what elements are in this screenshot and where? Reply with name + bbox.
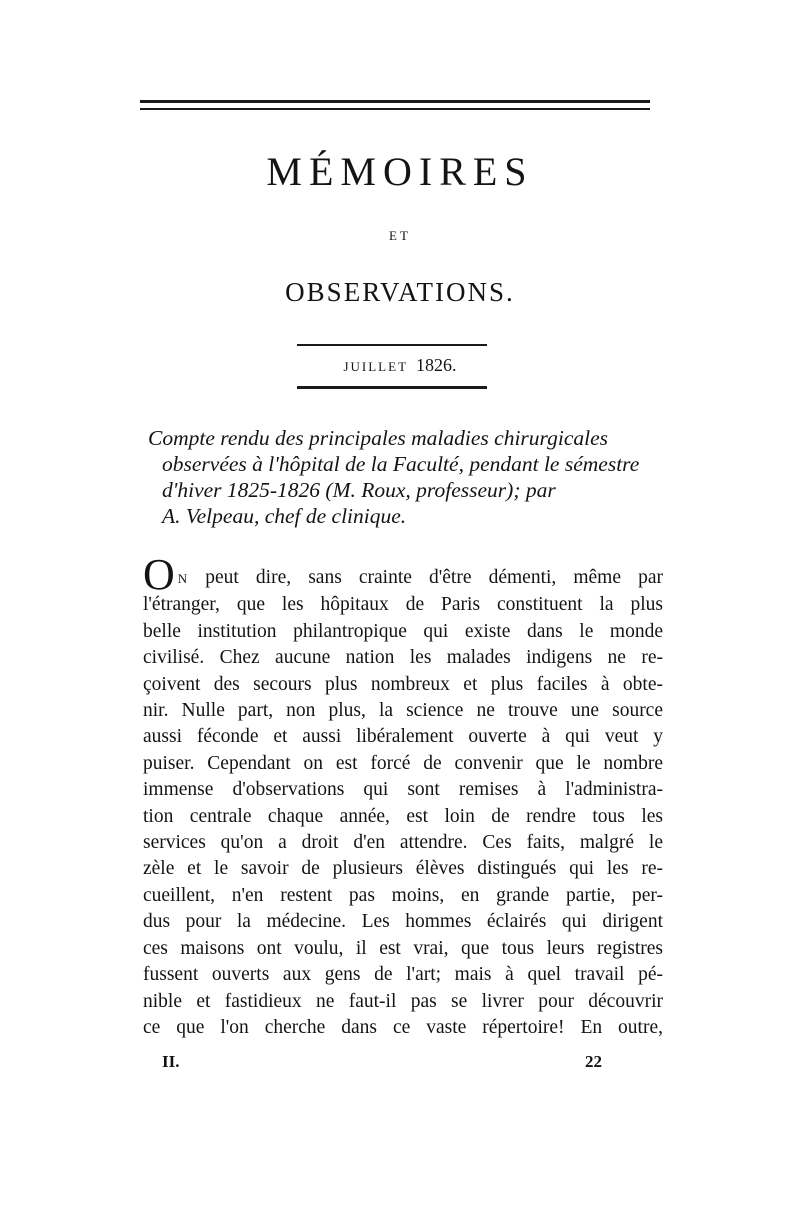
- body-line: l'étranger, que les hôpitaux de Paris constituent la plus: [143, 594, 663, 616]
- body-line: services qu'on a droit d'en attendre. Ces faits, malgré le: [143, 832, 663, 854]
- article-title-line: A. Velpeau, chef de clinique.: [162, 504, 407, 528]
- body-line: belle institution philantropique qui existe dans le monde: [143, 620, 663, 642]
- body-line: zèle et le savoir de plusieurs élèves distingués qui les re-: [143, 858, 663, 880]
- page-number: 22: [585, 1052, 602, 1071]
- article-body: [143, 550, 663, 1041]
- body-line: nir. Nulle part, non plus, la science ne trouve une source: [143, 700, 663, 722]
- date-rule-top: [297, 344, 487, 346]
- article-title-line: d'hiver 1825-1826 (M. Roux, professeur); par: [162, 478, 556, 502]
- body-line: ces maisons ont voulu, il est vrai, que tous leurs registres: [143, 937, 663, 959]
- body-line: puiser. Cependant on est forcé de convenir que le nombre: [143, 752, 663, 774]
- top-rule-thin: [140, 108, 650, 110]
- drop-cap: O: [143, 550, 175, 599]
- body-line: fussent ouverts aux gens de l'art; mais à quel travail pé-: [143, 964, 663, 986]
- issue-month: JUILLET: [343, 359, 409, 374]
- body-line: immense d'observations qui sont remises à l'administra-: [143, 779, 663, 801]
- issue-date: [0, 355, 800, 376]
- body-line: tion centrale chaque année, est loin de rendre tous les: [143, 805, 663, 827]
- body-line: civilisé. Chez aucune nation les malades indigens ne re-: [143, 647, 663, 669]
- volume-signature: II.: [162, 1052, 180, 1071]
- body-line: dus pour la médecine. Les hommes éclairés qui dirigent: [143, 911, 663, 933]
- article-title-line: Compte rendu des principales maladies chirurgicales: [148, 426, 609, 450]
- body-line: çoivent des secours plus nombreux et plus faciles à obte-: [143, 673, 663, 695]
- heading-conjunction: ET: [389, 228, 411, 243]
- section-heading: MÉMOIRES: [266, 149, 534, 194]
- body-line: cueillent, n'en restent pas moins, en grande partie, per-: [143, 884, 663, 906]
- body-line: aussi féconde et aussi libéralement ouverte à qui veut y: [143, 726, 663, 748]
- section-subheading: OBSERVATIONS.: [285, 277, 515, 307]
- date-rule-bottom: [297, 386, 487, 389]
- issue-year: 1826.: [416, 355, 457, 375]
- article-title: [148, 425, 658, 529]
- article-title-line: observées à l'hôpital de la Faculté, pendant le sémestre: [162, 452, 640, 476]
- body-line: nible et fastidieux ne faut-il pas se livrer pour découvrir: [143, 990, 663, 1012]
- drop-cap-continuation: N: [177, 571, 189, 586]
- body-line-text: peut dire, sans crainte d'être démenti, même par: [188, 567, 663, 588]
- top-rule-thick: [140, 100, 650, 103]
- body-line-first: [143, 550, 663, 599]
- body-line: ce que l'on cherche dans ce vaste répertoire! En outre,: [143, 1016, 663, 1038]
